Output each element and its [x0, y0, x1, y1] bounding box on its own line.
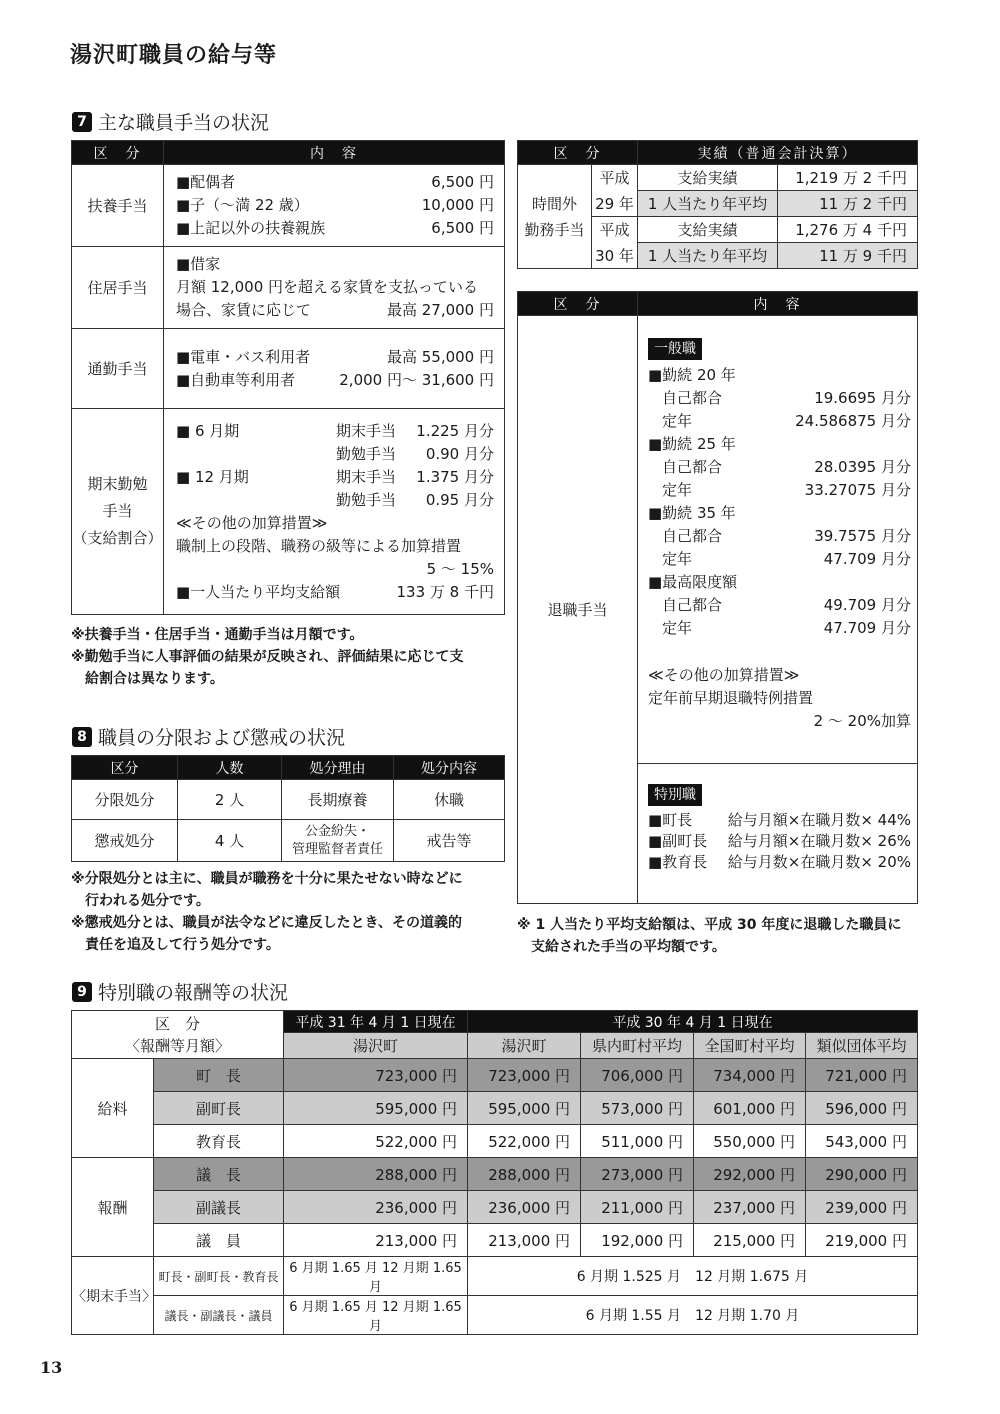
retirement-label: 退職手当 — [518, 316, 638, 904]
table-cell: 706,000 円 — [581, 1059, 694, 1092]
year-label: 平成 — [592, 165, 638, 191]
other-value: 2 〜 20%加算 — [813, 712, 911, 730]
fuyo-item: ■子（〜満 22 歳） — [176, 196, 309, 214]
kimatsu-value: 1.225 月分 — [416, 421, 494, 440]
table-cell: 723,000 円 — [284, 1059, 468, 1092]
jukyo-value: 最高 27,000 円 — [386, 301, 494, 319]
overtime-label-line: 時間外 — [531, 194, 577, 213]
ippan-tag: 一般職 — [648, 338, 702, 360]
section-7-heading — [72, 108, 269, 135]
fuyo-label: 扶養手当 — [72, 165, 164, 247]
group-item: 自己都合 — [662, 596, 723, 614]
kimatsu-value: 1.375 月分 — [416, 467, 494, 486]
row-label: 町長・副町長・教育長 — [154, 1257, 284, 1296]
row-label: 副町長 — [154, 1092, 284, 1125]
table-cell: 6 月期 1.65 月 12 月期 1.65 月 — [284, 1296, 468, 1335]
group-value: 47.709 月分 — [823, 550, 911, 568]
year-label: 平成 — [592, 217, 638, 243]
table-cell: 213,000 円 — [468, 1224, 581, 1257]
sp-value: 給与月数×在職月数× 20% — [727, 853, 911, 871]
table-cell: 236,000 円 — [284, 1191, 468, 1224]
table-cell: 237,000 円 — [694, 1191, 806, 1224]
kubun-line: 〈報酬等月額〉 — [125, 1036, 231, 1055]
group-item: 自己都合 — [662, 527, 723, 545]
group-item: 定年 — [662, 412, 693, 430]
kimatsu-content — [164, 409, 505, 615]
kimatsu-month: ■ 12 月期 — [176, 467, 249, 486]
header-cell: 処分内容 — [394, 756, 505, 780]
table-cell: 511,000 円 — [581, 1125, 694, 1158]
kimatsu-avg-label: ■一人当たり平均支給額 — [176, 582, 341, 601]
note-line: ※ 1 人当たり平均支給額は、平成 30 年度に退職した職員に — [517, 917, 902, 933]
table-cell: 596,000 円 — [806, 1092, 918, 1125]
group-value: 33.27075 月分 — [804, 481, 911, 499]
table-cell: 522,000 円 — [468, 1125, 581, 1158]
sp-value: 給与月額×在職月数× 26% — [727, 832, 911, 850]
table-cell: 2 人 — [178, 780, 282, 820]
group-label: 給料 — [72, 1059, 154, 1158]
section-9-heading — [72, 978, 288, 1005]
jukyo-desc: 場合、家賃に応じて — [176, 301, 312, 319]
section-title: 主な職員手当の状況 — [98, 112, 270, 134]
group-item: 自己都合 — [662, 389, 723, 407]
column-header: 湯沢町 — [284, 1033, 468, 1059]
table-cell: 543,000 円 — [806, 1125, 918, 1158]
table-cell: 723,000 円 — [468, 1059, 581, 1092]
table-cell: 192,000 円 — [581, 1224, 694, 1257]
ippan-content — [638, 316, 918, 764]
group-item: 自己都合 — [662, 458, 723, 476]
group-item: 定年 — [662, 550, 693, 568]
table-cell: 休職 — [394, 780, 505, 820]
sp-value: 給与月額×在職月数× 44% — [727, 811, 911, 829]
table-cell — [282, 820, 394, 862]
note-line: 給割合は異なります。 — [85, 671, 224, 687]
retirement-note — [517, 914, 927, 958]
kimatsu-type: 期末手当 — [336, 467, 397, 486]
section-8-heading — [72, 723, 345, 750]
kimatsu-label — [72, 409, 164, 615]
kimatsu-other: ≪その他の加算措置≫ — [176, 513, 328, 532]
note-line: ※分限処分とは主に、職員が職務を十分に果たせない時などに — [71, 871, 463, 887]
kimatsu-type: 期末手当 — [336, 421, 397, 440]
heikin-value: 11 万 9 千円 — [778, 243, 918, 269]
fuyo-item: ■配偶者 — [176, 173, 236, 191]
other-desc: 定年前早期退職特例措置 — [648, 689, 814, 707]
row-label: 教育長 — [154, 1125, 284, 1158]
heikin-label: 1 人当たり年平均 — [638, 243, 778, 269]
heikin-value: 11 万 2 千円 — [778, 191, 918, 217]
header-naiyo: 内 容 — [164, 141, 505, 165]
header-cell: 処分理由 — [282, 756, 394, 780]
table-cell: 219,000 円 — [806, 1224, 918, 1257]
kimatsu-label-line: 手当 — [102, 502, 133, 520]
table-cell: 573,000 円 — [581, 1092, 694, 1125]
note-line: 責任を追及して行う処分です。 — [85, 937, 280, 953]
group-value: 47.709 月分 — [823, 619, 911, 637]
header-kubun: 区 分 — [518, 292, 638, 316]
table-cell: 6 月期 1.55 月 12 月期 1.70 月 — [468, 1296, 918, 1335]
group-item: 定年 — [662, 619, 693, 637]
table-cell: 215,000 円 — [694, 1224, 806, 1257]
overtime-label — [518, 165, 592, 269]
kimatsu-type: 勤勉手当 — [336, 490, 397, 509]
tsukin-value: 2,000 円〜 31,600 円 — [339, 370, 494, 389]
discipline-table — [71, 755, 505, 862]
date-header: 平成 30 年 4 月 1 日現在 — [468, 1011, 918, 1033]
kimatsu-avg-value: 133 万 8 千円 — [396, 582, 494, 601]
sp-title: ■副町長 — [648, 832, 708, 850]
header-kubun: 区 分 — [518, 141, 638, 165]
fuyo-value: 6,500 円 — [431, 219, 494, 237]
note-line: ※扶養手当・住居手当・通勤手当は月額です。 — [71, 627, 364, 643]
tsukin-item: ■自動車等利用者 — [176, 370, 296, 389]
section-number: 7 — [72, 112, 92, 132]
fuyo-value: 6,500 円 — [431, 173, 494, 191]
group-label: 報酬 — [72, 1158, 154, 1257]
group-title: ■勤続 20 年 — [648, 366, 736, 384]
allowance-table — [71, 140, 505, 615]
table-cell: 595,000 円 — [468, 1092, 581, 1125]
table-cell: 236,000 円 — [468, 1191, 581, 1224]
group-title: ■勤続 35 年 — [648, 504, 736, 522]
section-title: 職員の分限および懲戒の状況 — [98, 727, 346, 749]
kimatsu-label-line: （支給割合） — [72, 529, 163, 547]
group-value: 19.6695 月分 — [814, 389, 911, 407]
other-heading: ≪その他の加算措置≫ — [648, 666, 800, 684]
page-title: 湯沢町職員の給与等 — [70, 43, 278, 68]
kimatsu-desc: 職制上の段階、職務の級等による加算措置 — [176, 536, 462, 555]
table-cell: 595,000 円 — [284, 1092, 468, 1125]
jukyo-label: 住居手当 — [72, 247, 164, 329]
kimatsu-type: 勤勉手当 — [336, 444, 397, 463]
row-label: 町 長 — [154, 1059, 284, 1092]
row-label: 副議長 — [154, 1191, 284, 1224]
date-header: 平成 31 年 4 月 1 日現在 — [284, 1011, 468, 1033]
section-number: 9 — [72, 982, 92, 1002]
kimatsu-value: 0.90 月分 — [425, 444, 494, 463]
row-label: 議長・副議長・議員 — [154, 1296, 284, 1335]
row-label: 議 員 — [154, 1224, 284, 1257]
page-number: 13 — [40, 1358, 63, 1377]
overtime-label-line: 勤務手当 — [524, 220, 585, 239]
shikyu-value: 1,276 万 4 千円 — [778, 217, 918, 243]
group-title: ■勤続 25 年 — [648, 435, 736, 453]
remuneration-table — [71, 1010, 918, 1335]
s7-notes — [71, 624, 511, 690]
table-cell: 6 月期 1.525 月 12 月期 1.675 月 — [468, 1257, 918, 1296]
year-label: 30 年 — [592, 243, 638, 269]
table-cell: 239,000 円 — [806, 1191, 918, 1224]
jukyo-content — [164, 247, 505, 329]
group-item: 定年 — [662, 481, 693, 499]
table-cell: 550,000 円 — [694, 1125, 806, 1158]
fuyo-item: ■上記以外の扶養親族 — [176, 219, 326, 237]
overtime-table — [517, 140, 918, 269]
shikyu-value: 1,219 万 2 千円 — [778, 165, 918, 191]
table-cell: 721,000 円 — [806, 1059, 918, 1092]
note-line: ※懲戒処分とは、職員が法令などに違反したとき、その道義的 — [71, 915, 463, 931]
header-cell: 人数 — [178, 756, 282, 780]
table-cell: 288,000 円 — [284, 1158, 468, 1191]
kimatsu-label-line: 期末勤勉 — [87, 475, 148, 493]
group-value: 24.586875 月分 — [795, 412, 911, 430]
kubun-header — [72, 1011, 284, 1059]
kimatsu-value: 0.95 月分 — [425, 490, 494, 509]
table-cell: 290,000 円 — [806, 1158, 918, 1191]
header-kubun: 区 分 — [72, 141, 164, 165]
column-header: 県内町村平均 — [581, 1033, 694, 1059]
table-cell: 292,000 円 — [694, 1158, 806, 1191]
fuyo-content — [164, 165, 505, 247]
group-value: 28.0395 月分 — [814, 458, 911, 476]
reason-line: 管理監督者責任 — [291, 841, 383, 857]
section-title: 特別職の報酬等の状況 — [98, 982, 289, 1004]
table-cell: 273,000 円 — [581, 1158, 694, 1191]
kimatsu-month: ■ 6 月期 — [176, 421, 240, 440]
note-line: 支給された手当の平均額です。 — [531, 939, 726, 955]
column-header: 類似団体平均 — [806, 1033, 918, 1059]
group-value: 39.7575 月分 — [814, 527, 911, 545]
table-cell: 懲戒処分 — [72, 820, 178, 862]
s8-notes — [71, 868, 511, 956]
table-cell: 288,000 円 — [468, 1158, 581, 1191]
group-value: 49.709 月分 — [823, 596, 911, 614]
sp-title: ■教育長 — [648, 853, 708, 871]
note-line: ※勤勉手当に人事評価の結果が反映され、評価結果に応じて支 — [71, 649, 464, 665]
reason-line: 公金紛失・ — [304, 823, 370, 839]
table-cell: 分限処分 — [72, 780, 178, 820]
table-cell: 戒告等 — [394, 820, 505, 862]
header-jisseki: 実績（普通会計決算） — [638, 141, 918, 165]
tokubetsu-tag: 特別職 — [648, 784, 702, 806]
year-label: 29 年 — [592, 191, 638, 217]
row-label: 議 長 — [154, 1158, 284, 1191]
table-cell: 522,000 円 — [284, 1125, 468, 1158]
jukyo-item: ■借家 — [176, 255, 221, 273]
jukyo-desc: 月額 12,000 円を超える家賃を支払っている — [176, 278, 479, 296]
table-cell: 長期療養 — [282, 780, 394, 820]
shikyu-label: 支給実績 — [638, 165, 778, 191]
table-cell: 211,000 円 — [581, 1191, 694, 1224]
tsukin-label: 通勤手当 — [72, 329, 164, 409]
tokubetsu-content — [638, 764, 918, 904]
tsukin-item: ■電車・バス利用者 — [176, 347, 311, 366]
table-cell: 6 月期 1.65 月 12 月期 1.65 月 — [284, 1257, 468, 1296]
column-header: 全国町村平均 — [694, 1033, 806, 1059]
section-number: 8 — [72, 727, 92, 747]
tsukin-content — [164, 329, 505, 409]
sp-title: ■町長 — [648, 811, 693, 829]
shikyu-label: 支給実績 — [638, 217, 778, 243]
table-cell: 601,000 円 — [694, 1092, 806, 1125]
table-cell: 4 人 — [178, 820, 282, 862]
kimatsu-label: 〈期末手当〉 — [72, 1257, 154, 1335]
tsukin-value: 最高 55,000 円 — [386, 347, 494, 366]
note-line: 行われる処分です。 — [85, 893, 210, 909]
kimatsu-pct: 5 〜 15% — [426, 559, 494, 578]
column-header: 湯沢町 — [468, 1033, 581, 1059]
kubun-line: 区 分 — [155, 1014, 201, 1033]
header-cell: 区分 — [72, 756, 178, 780]
table-cell: 213,000 円 — [284, 1224, 468, 1257]
table-cell: 734,000 円 — [694, 1059, 806, 1092]
heikin-label: 1 人当たり年平均 — [638, 191, 778, 217]
retirement-table — [517, 291, 918, 904]
group-title: ■最高限度額 — [648, 573, 738, 591]
header-naiyo: 内 容 — [638, 292, 918, 316]
fuyo-value: 10,000 円 — [421, 196, 494, 214]
